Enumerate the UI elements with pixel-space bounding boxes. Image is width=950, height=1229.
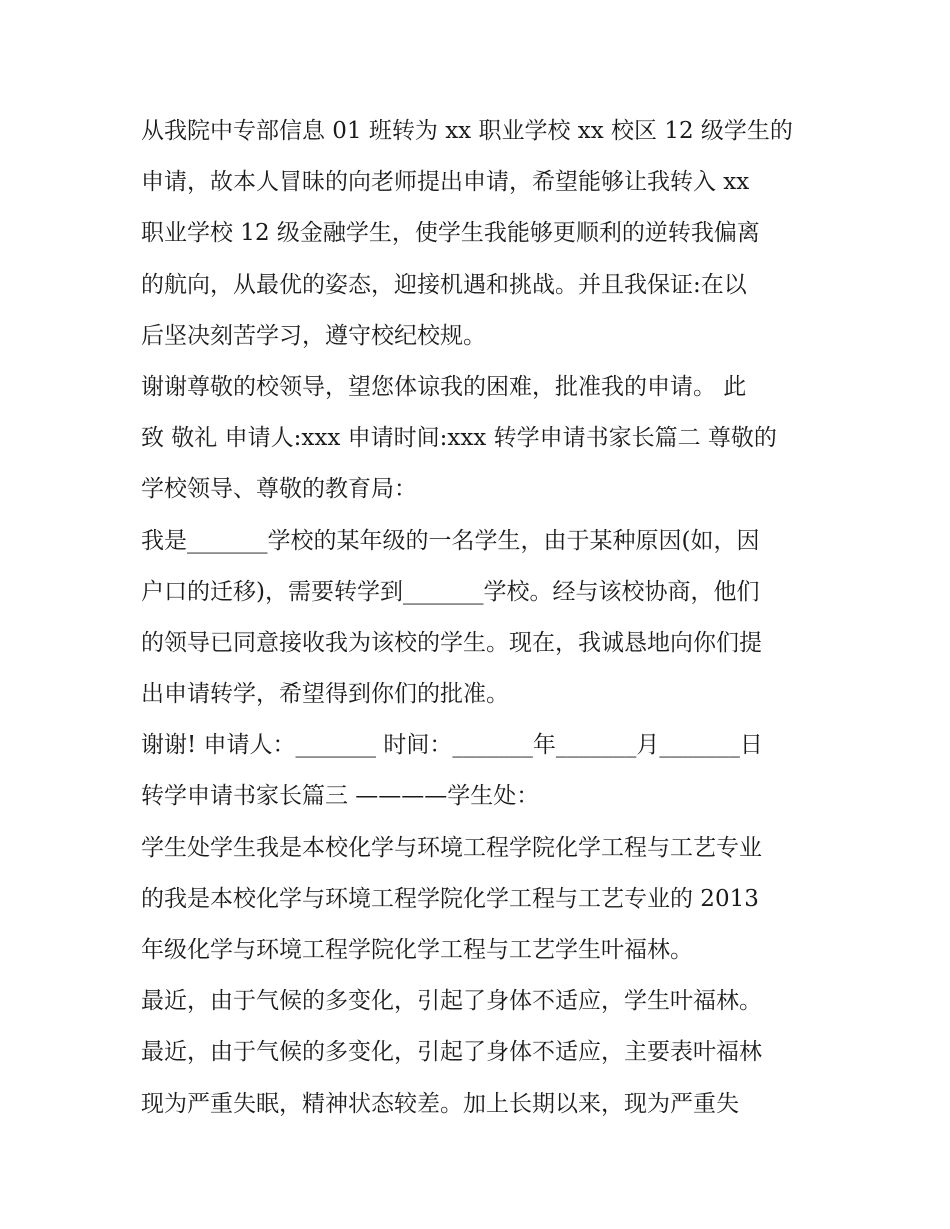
- text-line: 我是_______学校的某年级的一名学生，由于某种原因(如，因: [141, 527, 760, 554]
- text-line: 的领导已同意接收我为该校的学生。现在，我诚恳地向你们提: [141, 629, 762, 656]
- text-line: 最近，由于气候的多变化，引起了身体不适应，学生叶福林。: [141, 988, 762, 1015]
- text-line: 致 敬礼 申请人:xxx 申请时间:xxx 转学申请书家长篇二 尊敬的: [141, 425, 777, 452]
- text-line: 户口的迁移)，需要转学到_______学校。经与该校协商，他们: [141, 578, 760, 605]
- text-line: 申请，故本人冒昧的向老师提出申请，希望能够让我转入 xx: [141, 169, 750, 196]
- text-line: 出申请转学，希望得到你们的批准。: [141, 681, 509, 708]
- text-line: 后坚决刻苦学习，遵守校纪校规。: [141, 322, 486, 349]
- text-line: 学生处学生我是本校化学与环境工程学院化学工程与工艺专业: [141, 834, 762, 861]
- text-line: 最近，由于气候的多变化，引起了身体不适应，主要表叶福林: [141, 1039, 762, 1066]
- text-line: 学校领导、尊敬的教育局：: [141, 476, 417, 503]
- text-line: 转学申请书家长篇三 ————学生处：: [141, 783, 540, 810]
- text-line: 的我是本校化学与环境工程学院化学工程与工艺专业的 2013: [141, 885, 759, 912]
- text-line: 谢谢尊敬的校领导，望您体谅我的困难，批准我的申请。 此: [141, 373, 747, 400]
- text-line: 职业学校 12 级金融学生，使学生我能够更顺利的逆转我偏离: [141, 220, 760, 247]
- text-line: 的航向，从最优的姿态，迎接机遇和挑战。并且我保证:在以: [141, 271, 747, 298]
- text-line: 从我院中专部信息 01 班转为 xx 职业学校 xx 校区 12 级学生的: [141, 118, 793, 144]
- text-line: 现为严重失眠，精神状态较差。加上长期以来，现为严重失: [141, 1090, 739, 1117]
- text-line: 谢谢! 申请人：_______ 时间：_______年_______月_______日: [141, 732, 763, 759]
- document-body: [141, 106, 821, 1130]
- text-line: 年级化学与环境工程学院化学工程与工艺学生叶福林。: [141, 937, 693, 963]
